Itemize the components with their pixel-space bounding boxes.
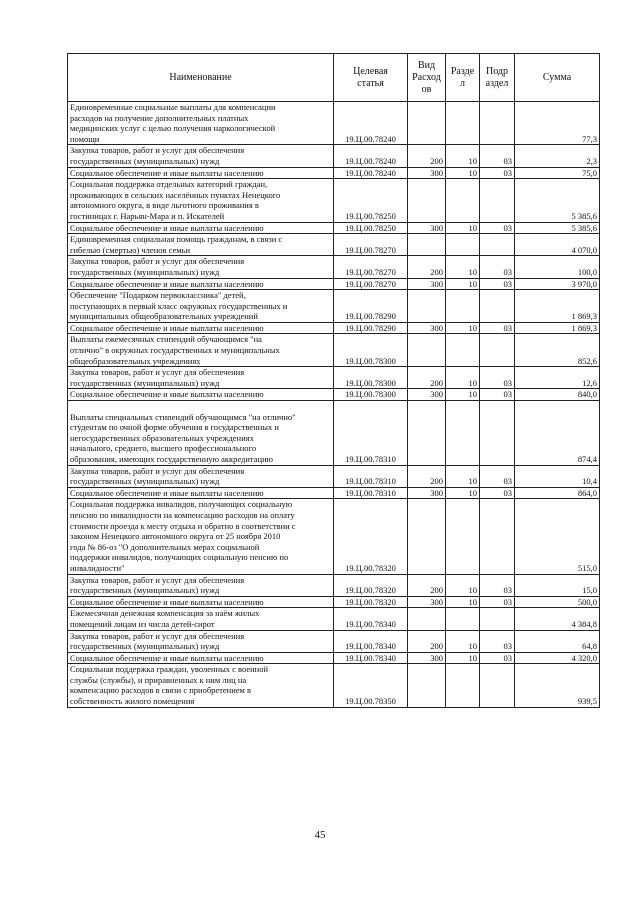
row-subsection-cell <box>480 608 515 630</box>
row-expense-kind-cell: 300 <box>408 389 446 401</box>
row-sum-cell: 874,4 <box>515 401 600 466</box>
row-name-cell: Единовременные социальные выплаты для компенсации расходов на получение дополнительных платных медицинских услуг с целью получения наркологической помощи <box>68 102 334 145</box>
row-name-cell: Социальное обеспечение и иные выплаты населению <box>68 596 334 608</box>
table-row <box>68 256 600 278</box>
row-section-cell <box>446 102 480 145</box>
row-expense-kind-cell: 300 <box>408 487 446 499</box>
row-section-cell: 10 <box>446 322 480 334</box>
table-row <box>68 465 600 487</box>
row-sum-cell: 5 385,6 <box>515 222 600 234</box>
row-section-cell: 10 <box>446 222 480 234</box>
row-sum-cell: 852,6 <box>515 334 600 367</box>
row-name-cell: Социальное обеспечение и иные выплаты населению <box>68 278 334 290</box>
row-expense-kind-cell <box>408 102 446 145</box>
row-subsection-cell: 03 <box>480 367 515 389</box>
row-target-article-cell: 19.Ц.00.78290 <box>334 322 408 334</box>
row-sum-cell: 840,0 <box>515 389 600 401</box>
row-expense-kind-cell <box>408 608 446 630</box>
row-section-cell: 10 <box>446 630 480 652</box>
row-target-article-cell: 19.Ц.00.78350 <box>334 664 408 707</box>
row-name-cell: Социальное обеспечение и иные выплаты населению <box>68 222 334 234</box>
row-subsection-cell: 03 <box>480 389 515 401</box>
row-name-cell: Социальное обеспечение и иные выплаты населению <box>68 652 334 664</box>
row-target-article-cell: 19.Ц.00.78240 <box>334 167 408 179</box>
row-name-cell: Социальное обеспечение и иные выплаты населению <box>68 487 334 499</box>
header-section: Разде л <box>446 54 480 102</box>
row-expense-kind-cell: 200 <box>408 145 446 167</box>
table-row <box>68 664 600 707</box>
row-name-cell: Закупка товаров, работ и услуг для обеспечения государственных (муниципальных) нужд <box>68 574 334 596</box>
row-expense-kind-cell: 300 <box>408 652 446 664</box>
row-expense-kind-cell: 300 <box>408 167 446 179</box>
row-target-article-cell: 19.Ц.00.78310 <box>334 465 408 487</box>
table-row <box>68 234 600 256</box>
row-name-cell: Единовременная социальная помощь гражданам, в связи с гибелью (смертью) членов семьи <box>68 234 334 256</box>
row-subsection-cell <box>480 334 515 367</box>
header-target-article: Целевая статья <box>334 54 408 102</box>
row-expense-kind-cell <box>408 401 446 466</box>
row-target-article-cell: 19.Ц.00.78320 <box>334 596 408 608</box>
row-expense-kind-cell: 200 <box>408 574 446 596</box>
row-name-cell: Обеспечение "Подарком первоклассника" детей, поступающих в первый класс окружных государственных и муниципальных общеобразовательных учреждений <box>68 290 334 323</box>
table-header-row <box>68 54 600 102</box>
row-target-article-cell: 19.Ц.00.78240 <box>334 102 408 145</box>
row-section-cell: 10 <box>446 652 480 664</box>
header-sum: Сумма <box>515 54 600 102</box>
row-target-article-cell: 19.Ц.00.78250 <box>334 222 408 234</box>
row-name-cell: Закупка товаров, работ и услуг для обеспечения государственных (муниципальных) нужд <box>68 465 334 487</box>
row-target-article-cell: 19.Ц.00.78270 <box>334 256 408 278</box>
table-row <box>68 401 600 466</box>
row-section-cell: 10 <box>446 367 480 389</box>
row-subsection-cell: 03 <box>480 278 515 290</box>
row-target-article-cell: 19.Ц.00.78320 <box>334 499 408 574</box>
row-target-article-cell: 19.Ц.00.78240 <box>334 145 408 167</box>
header-subsection: Подр аздел <box>480 54 515 102</box>
row-section-cell <box>446 401 480 466</box>
row-section-cell <box>446 290 480 323</box>
header-expense-kind: Вид Расход ов <box>408 54 446 102</box>
table-row <box>68 322 600 334</box>
table-row <box>68 652 600 664</box>
row-target-article-cell: 19.Ц.00.78340 <box>334 652 408 664</box>
page-number: 45 <box>314 829 326 841</box>
table-row <box>68 389 600 401</box>
row-sum-cell: 4 070,0 <box>515 234 600 256</box>
row-expense-kind-cell: 200 <box>408 256 446 278</box>
row-expense-kind-cell: 300 <box>408 322 446 334</box>
row-name-cell: Закупка товаров, работ и услуг для обеспечения государственных (муниципальных) нужд <box>68 367 334 389</box>
row-name-cell: Социальное обеспечение и иные выплаты населению <box>68 322 334 334</box>
row-sum-cell: 75,0 <box>515 167 600 179</box>
row-expense-kind-cell: 200 <box>408 630 446 652</box>
row-name-cell: Закупка товаров, работ и услуг для обеспечения государственных (муниципальных) нужд <box>68 145 334 167</box>
row-target-article-cell: 19.Ц.00.78270 <box>334 234 408 256</box>
row-sum-cell: 939,5 <box>515 664 600 707</box>
row-section-cell <box>446 234 480 256</box>
row-subsection-cell: 03 <box>480 322 515 334</box>
row-target-article-cell: 19.Ц.00.78310 <box>334 401 408 466</box>
row-expense-kind-cell: 200 <box>408 367 446 389</box>
row-subsection-cell <box>480 234 515 256</box>
budget-table <box>67 53 600 708</box>
row-expense-kind-cell: 300 <box>408 596 446 608</box>
row-name-cell: Социальное обеспечение и иные выплаты населению <box>68 167 334 179</box>
row-name-cell: Закупка товаров, работ и услуг для обеспечения государственных (муниципальных) нужд <box>68 256 334 278</box>
row-sum-cell: 10,4 <box>515 465 600 487</box>
row-section-cell <box>446 179 480 222</box>
table-row <box>68 290 600 323</box>
row-subsection-cell: 03 <box>480 222 515 234</box>
row-name-cell: Социальное обеспечение и иные выплаты населению <box>68 389 334 401</box>
row-target-article-cell: 19.Ц.00.78300 <box>334 367 408 389</box>
row-sum-cell: 4 384,8 <box>515 608 600 630</box>
row-sum-cell: 64,8 <box>515 630 600 652</box>
row-target-article-cell: 19.Ц.00.78300 <box>334 334 408 367</box>
row-section-cell: 10 <box>446 278 480 290</box>
row-expense-kind-cell <box>408 179 446 222</box>
row-target-article-cell: 19.Ц.00.78270 <box>334 278 408 290</box>
row-section-cell: 10 <box>446 167 480 179</box>
table-row <box>68 334 600 367</box>
row-sum-cell: 77,3 <box>515 102 600 145</box>
row-section-cell <box>446 499 480 574</box>
row-subsection-cell: 03 <box>480 256 515 278</box>
row-section-cell: 10 <box>446 465 480 487</box>
row-subsection-cell <box>480 290 515 323</box>
row-name-cell: Социальная поддержка инвалидов, получающих социальную пенсию по инвалидности на компенсацию расходов на оплату стоимости проезда к месту отдыха и обратно в соответствии с законом Ненецкого автономного округа от 25 ноября 2010 года № 86-оз "О дополнительных мерах социальной поддержки инвалидов, получающих социальную пенсию по инвалидности" <box>68 499 334 574</box>
row-expense-kind-cell: 300 <box>408 278 446 290</box>
table-row <box>68 574 600 596</box>
row-section-cell: 10 <box>446 574 480 596</box>
row-target-article-cell: 19.Ц.00.78290 <box>334 290 408 323</box>
row-sum-cell: 1 869,3 <box>515 322 600 334</box>
row-sum-cell: 4 320,0 <box>515 652 600 664</box>
row-target-article-cell: 19.Ц.00.78340 <box>334 608 408 630</box>
row-section-cell: 10 <box>446 389 480 401</box>
table-row <box>68 222 600 234</box>
row-subsection-cell: 03 <box>480 596 515 608</box>
row-sum-cell: 15,0 <box>515 574 600 596</box>
row-section-cell: 10 <box>446 256 480 278</box>
row-section-cell <box>446 664 480 707</box>
row-expense-kind-cell <box>408 664 446 707</box>
row-name-cell: Ежемесячная денежная компенсация за наём жилых помещений лицам из числа детей-сирот <box>68 608 334 630</box>
row-sum-cell: 864,0 <box>515 487 600 499</box>
table-row <box>68 596 600 608</box>
row-name-cell: Закупка товаров, работ и услуг для обеспечения государственных (муниципальных) нужд <box>68 630 334 652</box>
table-row <box>68 608 600 630</box>
row-subsection-cell <box>480 499 515 574</box>
row-subsection-cell: 03 <box>480 652 515 664</box>
row-subsection-cell <box>480 401 515 466</box>
table-row <box>68 102 600 145</box>
row-subsection-cell: 03 <box>480 574 515 596</box>
row-name-cell: Социальная поддержка граждан, уволенных с военной службы (службы), и приравненных к ним лиц на компенсацию расходов в связи с приобретением в собственность жилого помещения <box>68 664 334 707</box>
row-sum-cell: 500,0 <box>515 596 600 608</box>
row-subsection-cell <box>480 179 515 222</box>
table-row <box>68 487 600 499</box>
row-expense-kind-cell <box>408 334 446 367</box>
table-row <box>68 145 600 167</box>
row-sum-cell: 12,6 <box>515 367 600 389</box>
row-sum-cell: 5 385,6 <box>515 179 600 222</box>
row-sum-cell: 515,0 <box>515 499 600 574</box>
table-row <box>68 367 600 389</box>
row-sum-cell: 2,3 <box>515 145 600 167</box>
row-section-cell: 10 <box>446 145 480 167</box>
row-expense-kind-cell <box>408 290 446 323</box>
row-subsection-cell <box>480 664 515 707</box>
table-row <box>68 179 600 222</box>
table-row <box>68 167 600 179</box>
row-section-cell <box>446 334 480 367</box>
table-body <box>68 102 600 708</box>
row-expense-kind-cell: 200 <box>408 465 446 487</box>
table-row <box>68 499 600 574</box>
row-section-cell: 10 <box>446 487 480 499</box>
row-sum-cell: 1 869,3 <box>515 290 600 323</box>
row-sum-cell: 100,0 <box>515 256 600 278</box>
row-subsection-cell: 03 <box>480 465 515 487</box>
row-subsection-cell: 03 <box>480 630 515 652</box>
row-target-article-cell: 19.Ц.00.78320 <box>334 574 408 596</box>
row-section-cell: 10 <box>446 596 480 608</box>
row-expense-kind-cell <box>408 499 446 574</box>
row-subsection-cell: 03 <box>480 145 515 167</box>
row-expense-kind-cell <box>408 234 446 256</box>
row-name-cell: Выплаты специальных стипендий обучающимся "на отлично" студентам по очной форме обучения в государственных и негосударственных образовательных учреждениях начального, среднего, высшего профессионального образования, имеющих государственную аккредитацию <box>68 401 334 466</box>
row-subsection-cell <box>480 102 515 145</box>
row-subsection-cell: 03 <box>480 167 515 179</box>
row-section-cell <box>446 608 480 630</box>
table-row <box>68 630 600 652</box>
row-target-article-cell: 19.Ц.00.78340 <box>334 630 408 652</box>
row-target-article-cell: 19.Ц.00.78250 <box>334 179 408 222</box>
row-sum-cell: 3 970,0 <box>515 278 600 290</box>
row-target-article-cell: 19.Ц.00.78310 <box>334 487 408 499</box>
row-expense-kind-cell: 300 <box>408 222 446 234</box>
row-subsection-cell: 03 <box>480 487 515 499</box>
table-row <box>68 278 600 290</box>
header-name: Наименование <box>68 54 334 102</box>
row-name-cell: Социальная поддержка отдельных категорий граждан, проживающих в сельских населённых пунктах Ненецкого автономного округа, в виде льготного проживания в гостиницах г. Нарьян-Мара и п. Искателей <box>68 179 334 222</box>
row-name-cell: Выплаты ежемесячных стипендий обучающимся "на отлично" в окружных государственных и муниципальных общеобразовательных учреждениях <box>68 334 334 367</box>
row-target-article-cell: 19.Ц.00.78300 <box>334 389 408 401</box>
